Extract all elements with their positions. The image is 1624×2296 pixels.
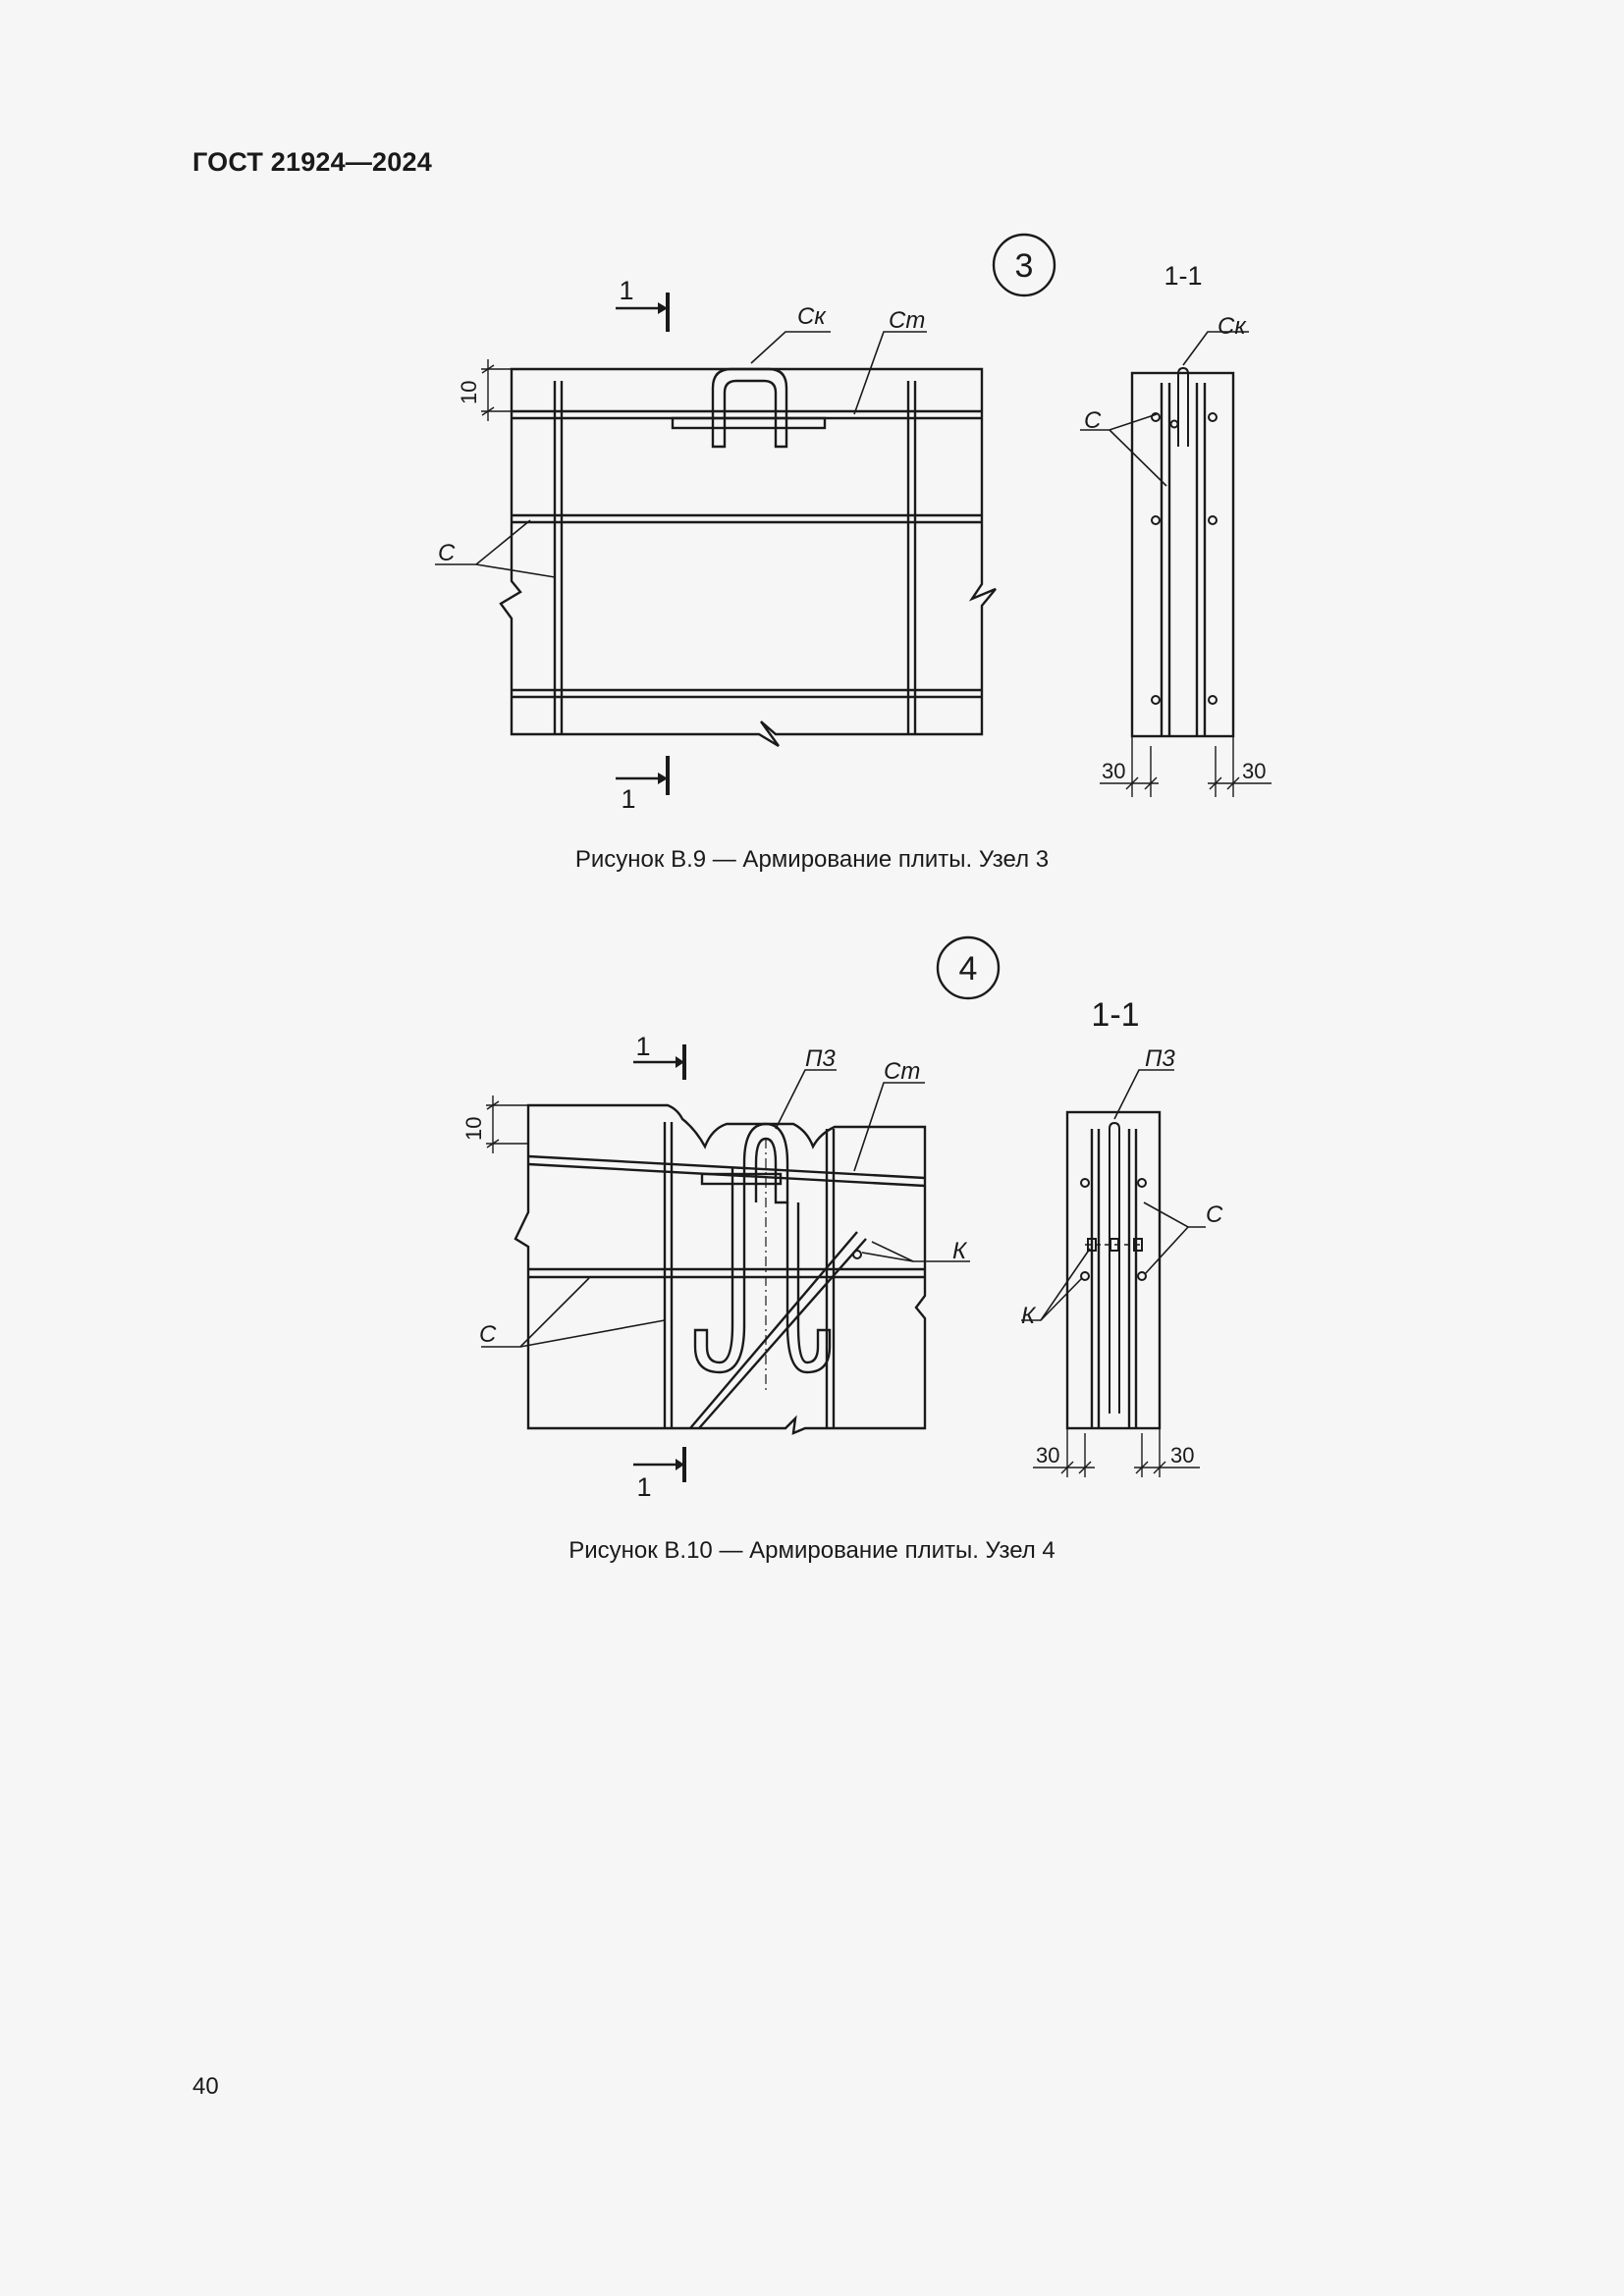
label-sk-section: Ск: [1218, 313, 1246, 340]
label-k-section: К: [1021, 1303, 1036, 1329]
figure-b10-svg: [0, 923, 1624, 1541]
label-c-section: С: [1084, 407, 1102, 434]
leader-sk: [751, 332, 831, 363]
label-p3: П3: [805, 1045, 836, 1072]
section-title-1-1: 1-1: [1091, 996, 1140, 1034]
dim-30-right: 30: [1242, 759, 1267, 783]
node-number-3: 3: [1014, 247, 1034, 285]
node-number-4: 4: [958, 950, 978, 988]
embedded-plate-st: [673, 418, 825, 428]
label-sk: Ск: [797, 303, 826, 330]
figure-b9-drawing: [0, 0, 1624, 864]
label-st: Ст: [884, 1058, 921, 1085]
cut-mark-bottom: 1: [621, 784, 636, 814]
figure-b10-caption: Рисунок В.10 — Армирование плиты. Узел 4: [568, 1537, 1056, 1564]
label-p3-section: П3: [1145, 1045, 1175, 1072]
page-number: 40: [192, 2073, 219, 2100]
leader-p3: [776, 1070, 837, 1129]
figure-b10-drawing: [0, 923, 1624, 1541]
lifting-loop-sk: [713, 369, 786, 447]
dim-30-left: 30: [1036, 1443, 1060, 1468]
label-st: Ст: [889, 307, 926, 334]
label-c: С: [438, 540, 456, 566]
label-k: К: [952, 1238, 967, 1264]
section-1-1-outline: [1067, 1112, 1160, 1428]
cut-mark-bottom: 1: [636, 1472, 652, 1502]
document-header: ГОСТ 21924—2024: [192, 147, 432, 177]
figure-b9-svg: [0, 0, 1624, 864]
dim-10: 10: [457, 380, 481, 404]
cut-mark-top: 1: [619, 276, 634, 305]
cut-mark-top: 1: [635, 1032, 651, 1061]
section-1-1-outline: [1132, 373, 1233, 736]
section-title-1-1: 1-1: [1164, 261, 1203, 291]
dim-30-left: 30: [1102, 759, 1126, 783]
label-c: С: [479, 1321, 497, 1348]
figure-b9-caption: Рисунок В.9 — Армирование плиты. Узел 3: [574, 846, 1050, 873]
label-c-section: С: [1206, 1201, 1223, 1228]
dim-10: 10: [461, 1116, 486, 1141]
dim-30-right: 30: [1170, 1443, 1195, 1468]
